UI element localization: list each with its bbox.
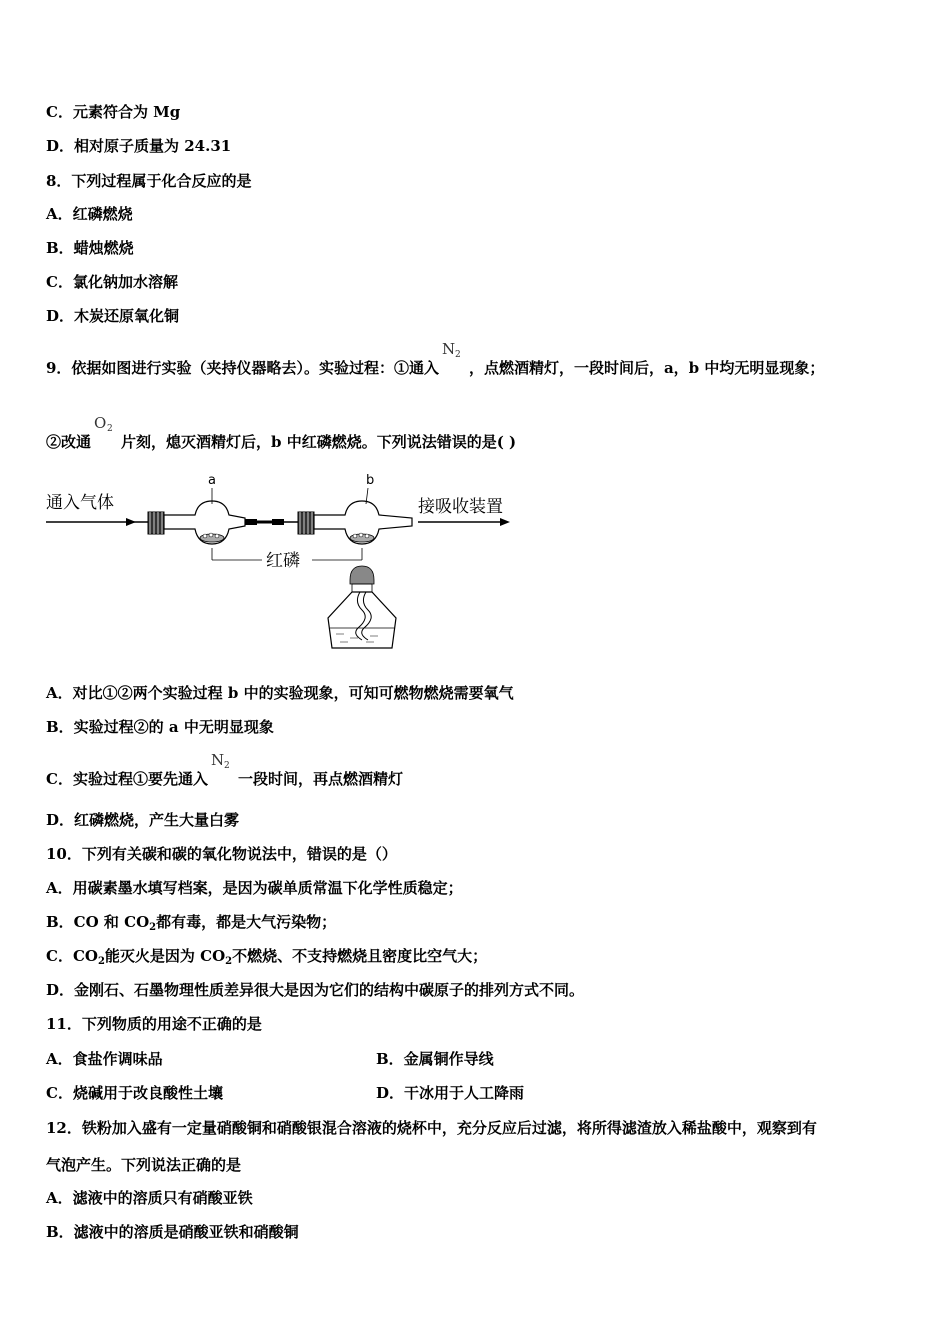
q8-option-a: A．红磷燃烧 xyxy=(46,205,133,223)
q9-option-a: A．对比①②两个实验过程 b 中的实验现象，可知可燃物燃烧需要氧气 xyxy=(46,684,514,702)
q11-option-c: C．烧碱用于改良酸性土壤 xyxy=(46,1084,223,1102)
q12-option-b: B．滤液中的溶质是硝酸亚铁和硝酸铜 xyxy=(46,1223,299,1241)
q9-option-c xyxy=(46,751,403,789)
q12-stem-line2: 气泡产生。下列说法正确的是 xyxy=(46,1156,242,1174)
q9-stem-text-1: 9．依据如图进行实验（夹持仪器略去）。实验过程：①通入 xyxy=(46,359,439,377)
q9-option-d: D．红磷燃烧，产生大量白雾 xyxy=(46,811,240,829)
q9-stem-line2 xyxy=(46,414,517,452)
q10-option-a: A．用碳素墨水填写档案，是因为碳单质常温下化学性质稳定； xyxy=(46,879,463,897)
q9-stem-line1 xyxy=(46,340,825,378)
label-a: a xyxy=(208,473,216,488)
q12-option-a: A．滤液中的溶质只有硝酸亚铁 xyxy=(46,1189,253,1207)
n2-formula-c: N 2 xyxy=(210,751,230,771)
label-b: b xyxy=(366,473,375,488)
experiment-diagram xyxy=(40,468,520,660)
q8-option-d: D．木炭还原氧化铜 xyxy=(46,307,180,325)
q8-option-b: B．蜡烛燃烧 xyxy=(46,239,134,257)
q9-stem-text-3: ②改通 xyxy=(46,433,92,451)
n2-formula: N 2 xyxy=(441,340,461,360)
label-absorber: 接吸收装置 xyxy=(418,497,503,517)
q9c-text-1: C．实验过程①要先通入 xyxy=(46,770,208,788)
q8-option-c: C．氯化钠加水溶解 xyxy=(46,273,178,291)
label-gas-in: 通入气体 xyxy=(46,493,114,513)
o2-formula: O 2 xyxy=(94,414,113,434)
label-red-phosphorus: 红磷 xyxy=(266,551,300,571)
q12-stem-line1: 12．铁粉加入盛有一定量硝酸铜和硝酸银混合溶液的烧杯中，充分反应后过滤，将所得滤渣放入稀盐酸中，观察到有 xyxy=(46,1119,817,1137)
q9-stem-text-2: ，点燃酒精灯，一段时间后，a，b 中均无明显现象； xyxy=(468,359,825,377)
q10-stem: 10．下列有关碳和碳的氧化物说法中，错误的是（） xyxy=(46,845,397,863)
q11-option-a: A．食盐作调味品 xyxy=(46,1050,163,1068)
q7-option-d: D．相对原子质量为 24.31 xyxy=(46,137,232,155)
q10-option-b: B．CO 和 $CO_2$都有毒，都是大气污染物； xyxy=(46,913,337,933)
q10-option-d: D．金刚石、石墨物理性质差异很大是因为它们的结构中碳原子的排列方式不同。 xyxy=(46,981,585,999)
q11-stem: 11．下列物质的用途不正确的是 xyxy=(46,1015,262,1033)
q9-stem-text-4: 片刻，熄灭酒精灯后，b 中红磷燃烧。下列说法错误的是( ) xyxy=(121,433,517,451)
q7-option-c: C．元素符合为 Mg xyxy=(46,103,181,121)
q11-option-d: D．干冰用于人工降雨 xyxy=(376,1084,525,1102)
q9-option-b: B．实验过程②的 a 中无明显现象 xyxy=(46,718,274,736)
q9c-text-2: 一段时间，再点燃酒精灯 xyxy=(237,770,403,788)
q11-option-b: B．金属铜作导线 xyxy=(376,1050,494,1068)
q10-option-c: C．$CO_2$能灭火是因为 $CO_2$不燃烧、不支持燃烧且密度比空气大； xyxy=(46,947,488,967)
q8-stem: 8．下列过程属于化合反应的是 xyxy=(46,172,252,190)
